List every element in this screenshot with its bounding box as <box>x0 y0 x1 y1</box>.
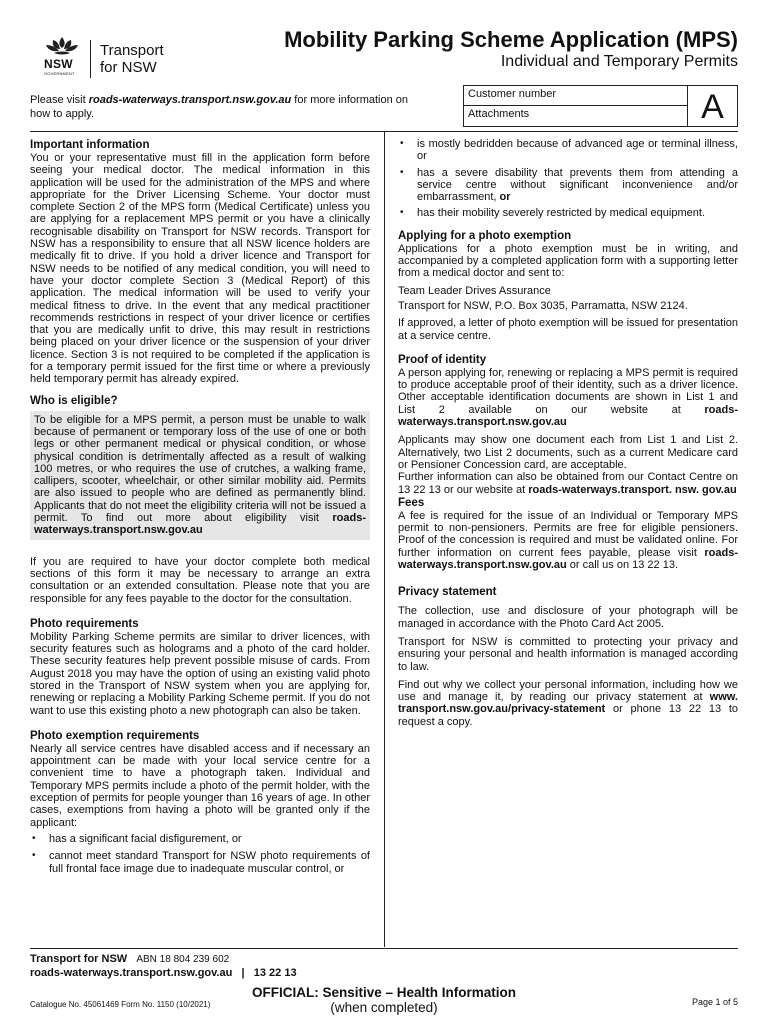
list-item <box>398 167 738 204</box>
eligible-box <box>30 411 370 540</box>
page-title: Mobility Parking Scheme Application (MPS) <box>284 27 738 52</box>
visit-prefix: Please visit <box>30 94 89 106</box>
eligible-link[interactable]: roads-waterways.transport.nsw.gov.au <box>34 512 366 537</box>
security-classification <box>200 985 568 1015</box>
doctor-body: If you are required to have your doctor complete both medical sections of this form it may be necessary to arrange an extra consultation or an extended consultation. Please note that you are responsible for any fees payable to the doctor for the consultation. <box>30 555 370 605</box>
footer-contact-line <box>30 967 297 979</box>
privacy-body3: Find out why we collect your personal information, including how we use and manage it, by reading our privacy statement at <box>398 678 738 704</box>
fees-suffix: or call us on 13 22 13. <box>566 559 679 572</box>
privacy-heading: Privacy statement <box>398 586 497 599</box>
fees-paragraph <box>398 510 738 571</box>
logo-government: GOVERNMENT <box>44 71 75 76</box>
proof-body: A person applying for, renewing or replacing a MPS permit is required to produce acceptable proof of their identity, such as a driver licence. Other acceptable identification documents are shown in List 1 and List 2 available on our website at <box>398 366 738 416</box>
list-item: • is mostly bedridden because of advanced age or terminal illness, or <box>398 138 738 163</box>
list-item: • has their mobility severely restricted by medical equipment. <box>398 207 738 219</box>
list-item: • cannot meet standard Transport for NSW photo requirements of full frontal face image due to inadequate muscular control, or <box>30 850 370 875</box>
visit-info <box>30 94 430 121</box>
fees-link[interactable]: roads-waterways.transport.nsw.gov.au <box>398 546 738 572</box>
photo-body: Mobility Parking Scheme permits are similar to driver licences, with security features such as holograms and a photo of the card holder. These security features help prevent possible misuse of cards. From August 2018 you may have the option of using an existing valid photo stored in the Transport of NSW system when you are applying for, renewing or replacing a Mobility Parking Scheme permit. If you do not want to use this existing photo a new photograph can also be taken. <box>30 630 370 717</box>
important-heading: Important information <box>30 139 150 151</box>
visit-suffix: for more information on how to apply. <box>30 94 409 120</box>
further-paragraph <box>398 471 738 496</box>
applying-heading: Applying for a photo exemption <box>398 229 572 242</box>
page-number: Page 1 of 5 <box>691 997 738 1007</box>
eligible-body: To be eligible for a MPS permit, a person must be unable to walk because of permanent or temporary loss of the use of one or both legs or other permanent medical or physical condition, or whose physical condition is detrimentally affected as a result of walking 100 metres, or who requires the use of crutches, a walking frame, callipers, scooter, wheelchair, or other similar mobility aid. Permits are also issued to people who are defined as permanently blind. Applicants that do not meet the eligibility criteria will not be issued a permit. To find out more about eligibility visit <box>34 413 366 525</box>
catalogue-number: Catalogue No. 45061469 Form No. 1150 (10/2021) <box>30 1000 211 1009</box>
logo-nsw: NSW <box>44 57 73 71</box>
attachments-field[interactable]: Attachments <box>468 108 530 120</box>
address-line2: Transport for NSW, P.O. Box 3035, Parramatta, NSW 2124. <box>398 299 688 312</box>
right-column <box>398 138 738 728</box>
page-subtitle: Individual and Temporary Permits <box>500 53 738 70</box>
proof-link[interactable]: roads-waterways.transport.nsw.gov.au <box>398 403 738 429</box>
fees-body: A fee is required for the issue of an Individual or Temporary MPS permit to non-pensioners. Permits are free for eligible pensioners. Proof of the concession is required and must be validated online. For further information on current fees payable, please visit <box>398 509 738 559</box>
exemption-body: Nearly all service centres have disabled access and if necessary an appointment can be made with your local service centre for a convenient time to have a photograph taken. Individual and Temporary MPS permits include a photo of the permit holder, with the exception of permits for people younger than 16 years of age. In other cases, exemptions from having a photo will be granted only if the applicant: <box>30 742 370 829</box>
important-body: You or your representative must fill in the application form before seeing your medical doctor. The medical information in this application will be used for the administration of the MPS and where appropriate for the Driver Licensing Scheme. Your doctor must complete Section 2 of the MPS form (Medical Certificate) unless you are applying for a replacement MPS permit or you have a clinically recognisable disability on Transport for NSW records. Transport for NSW has a responsibility to ensure that all NSW licence holders are medically fit to drive. If you hold a driver licence and Transport for NSW needs to be notified of any medical condition, you will need to have your doctor complete Section 3 (Medical Report) of this application. The medical information will be used to verify your medical fitness to drive. In the event that any medical practitioner recommends restrictions in respect of your driver licence or certifies that you are medically unfit to drive, this may result in restrictions being placed on your driver licence or the suspension of your driver licence. Section 3 is not required to be completed if the application is for a temporary permit issued for the first time or where a previously held temporary permit has already expired. <box>30 152 370 386</box>
footer-org-line <box>30 953 229 965</box>
privacy-body1: The collection, use and disclosure of your photograph will be managed in accordance with the Photo Card Act 2005. <box>398 605 738 630</box>
applying-body: Applications for a photo exemption must be in writing, and accompanied by a completed application form with a supporting letter from a medical doctor and sent to: <box>398 242 738 280</box>
privacy-link[interactable]: www. transport.nsw.gov.au/privacy-statement <box>398 691 738 716</box>
bottom-rule <box>30 948 738 949</box>
photo-heading: Photo requirements <box>30 617 139 630</box>
exemption-list <box>30 833 370 875</box>
form-letter-box: A <box>688 85 738 127</box>
footer-phone: 13 22 13 <box>253 967 297 979</box>
logo-divider <box>90 40 91 78</box>
office-use-box <box>463 85 688 127</box>
list-item: • has a significant facial disfigurement, or <box>30 833 370 845</box>
official-line1: OFFICIAL: Sensitive – Health Information <box>251 985 517 1000</box>
proof-paragraph <box>398 367 738 428</box>
further-body: Further information can also be obtained from our Contact Centre on 13 22 13 or our website at <box>398 471 738 496</box>
fees-heading: Fees <box>398 496 425 509</box>
left-column <box>30 138 370 875</box>
waratah-icon <box>42 36 82 58</box>
nsw-logo <box>42 36 182 82</box>
official-line2: (when completed) <box>330 1000 438 1015</box>
privacy-paragraph3 <box>398 679 738 728</box>
logo-transport-for-nsw <box>100 42 164 76</box>
eligible-heading: Who is eligible? <box>30 394 118 407</box>
footer-abn: ABN 18 804 239 602 <box>136 954 230 965</box>
column-divider <box>384 132 385 947</box>
visit-link[interactable]: roads-waterways.transport.nsw.gov.au <box>88 94 292 106</box>
list-item-or: or <box>499 191 511 204</box>
footer-separator: | <box>241 967 245 979</box>
address-line1: Team Leader Drives Assurance <box>398 284 551 297</box>
exemption-list-continued <box>398 138 738 220</box>
exemption-heading: Photo exemption requirements <box>30 729 200 742</box>
footer-website[interactable]: roads-waterways.transport.nsw.gov.au <box>30 967 233 979</box>
privacy-body2: Transport for NSW is committed to protecting your privacy and ensuring your personal and health information is managed according to law. <box>398 635 738 673</box>
customer-number-field[interactable]: Customer number <box>464 86 687 106</box>
list-item-text: has a severe disability that prevents them from attending a service centre without significant inconvenience and/or embarrassment, <box>417 166 738 204</box>
logo-line2: for NSW <box>100 59 157 76</box>
footer-org: Transport for NSW <box>30 953 128 965</box>
further-link[interactable]: roads-waterways.transport. nsw. gov.au <box>528 483 737 496</box>
logo-line1: Transport <box>100 42 164 59</box>
privacy-suffix: or phone 13 22 13 to request a copy. <box>398 703 738 728</box>
proof-heading: Proof of identity <box>398 353 487 366</box>
applicants-body: Applicants may show one document each from List 1 and List 2. Alternatively, two List 2 documents, such as a current Medicare card or Pensioner Concession card, are acceptable. <box>398 434 738 471</box>
approved-body: If approved, a letter of photo exemption will be issued for presentation at a service centre. <box>398 317 738 342</box>
